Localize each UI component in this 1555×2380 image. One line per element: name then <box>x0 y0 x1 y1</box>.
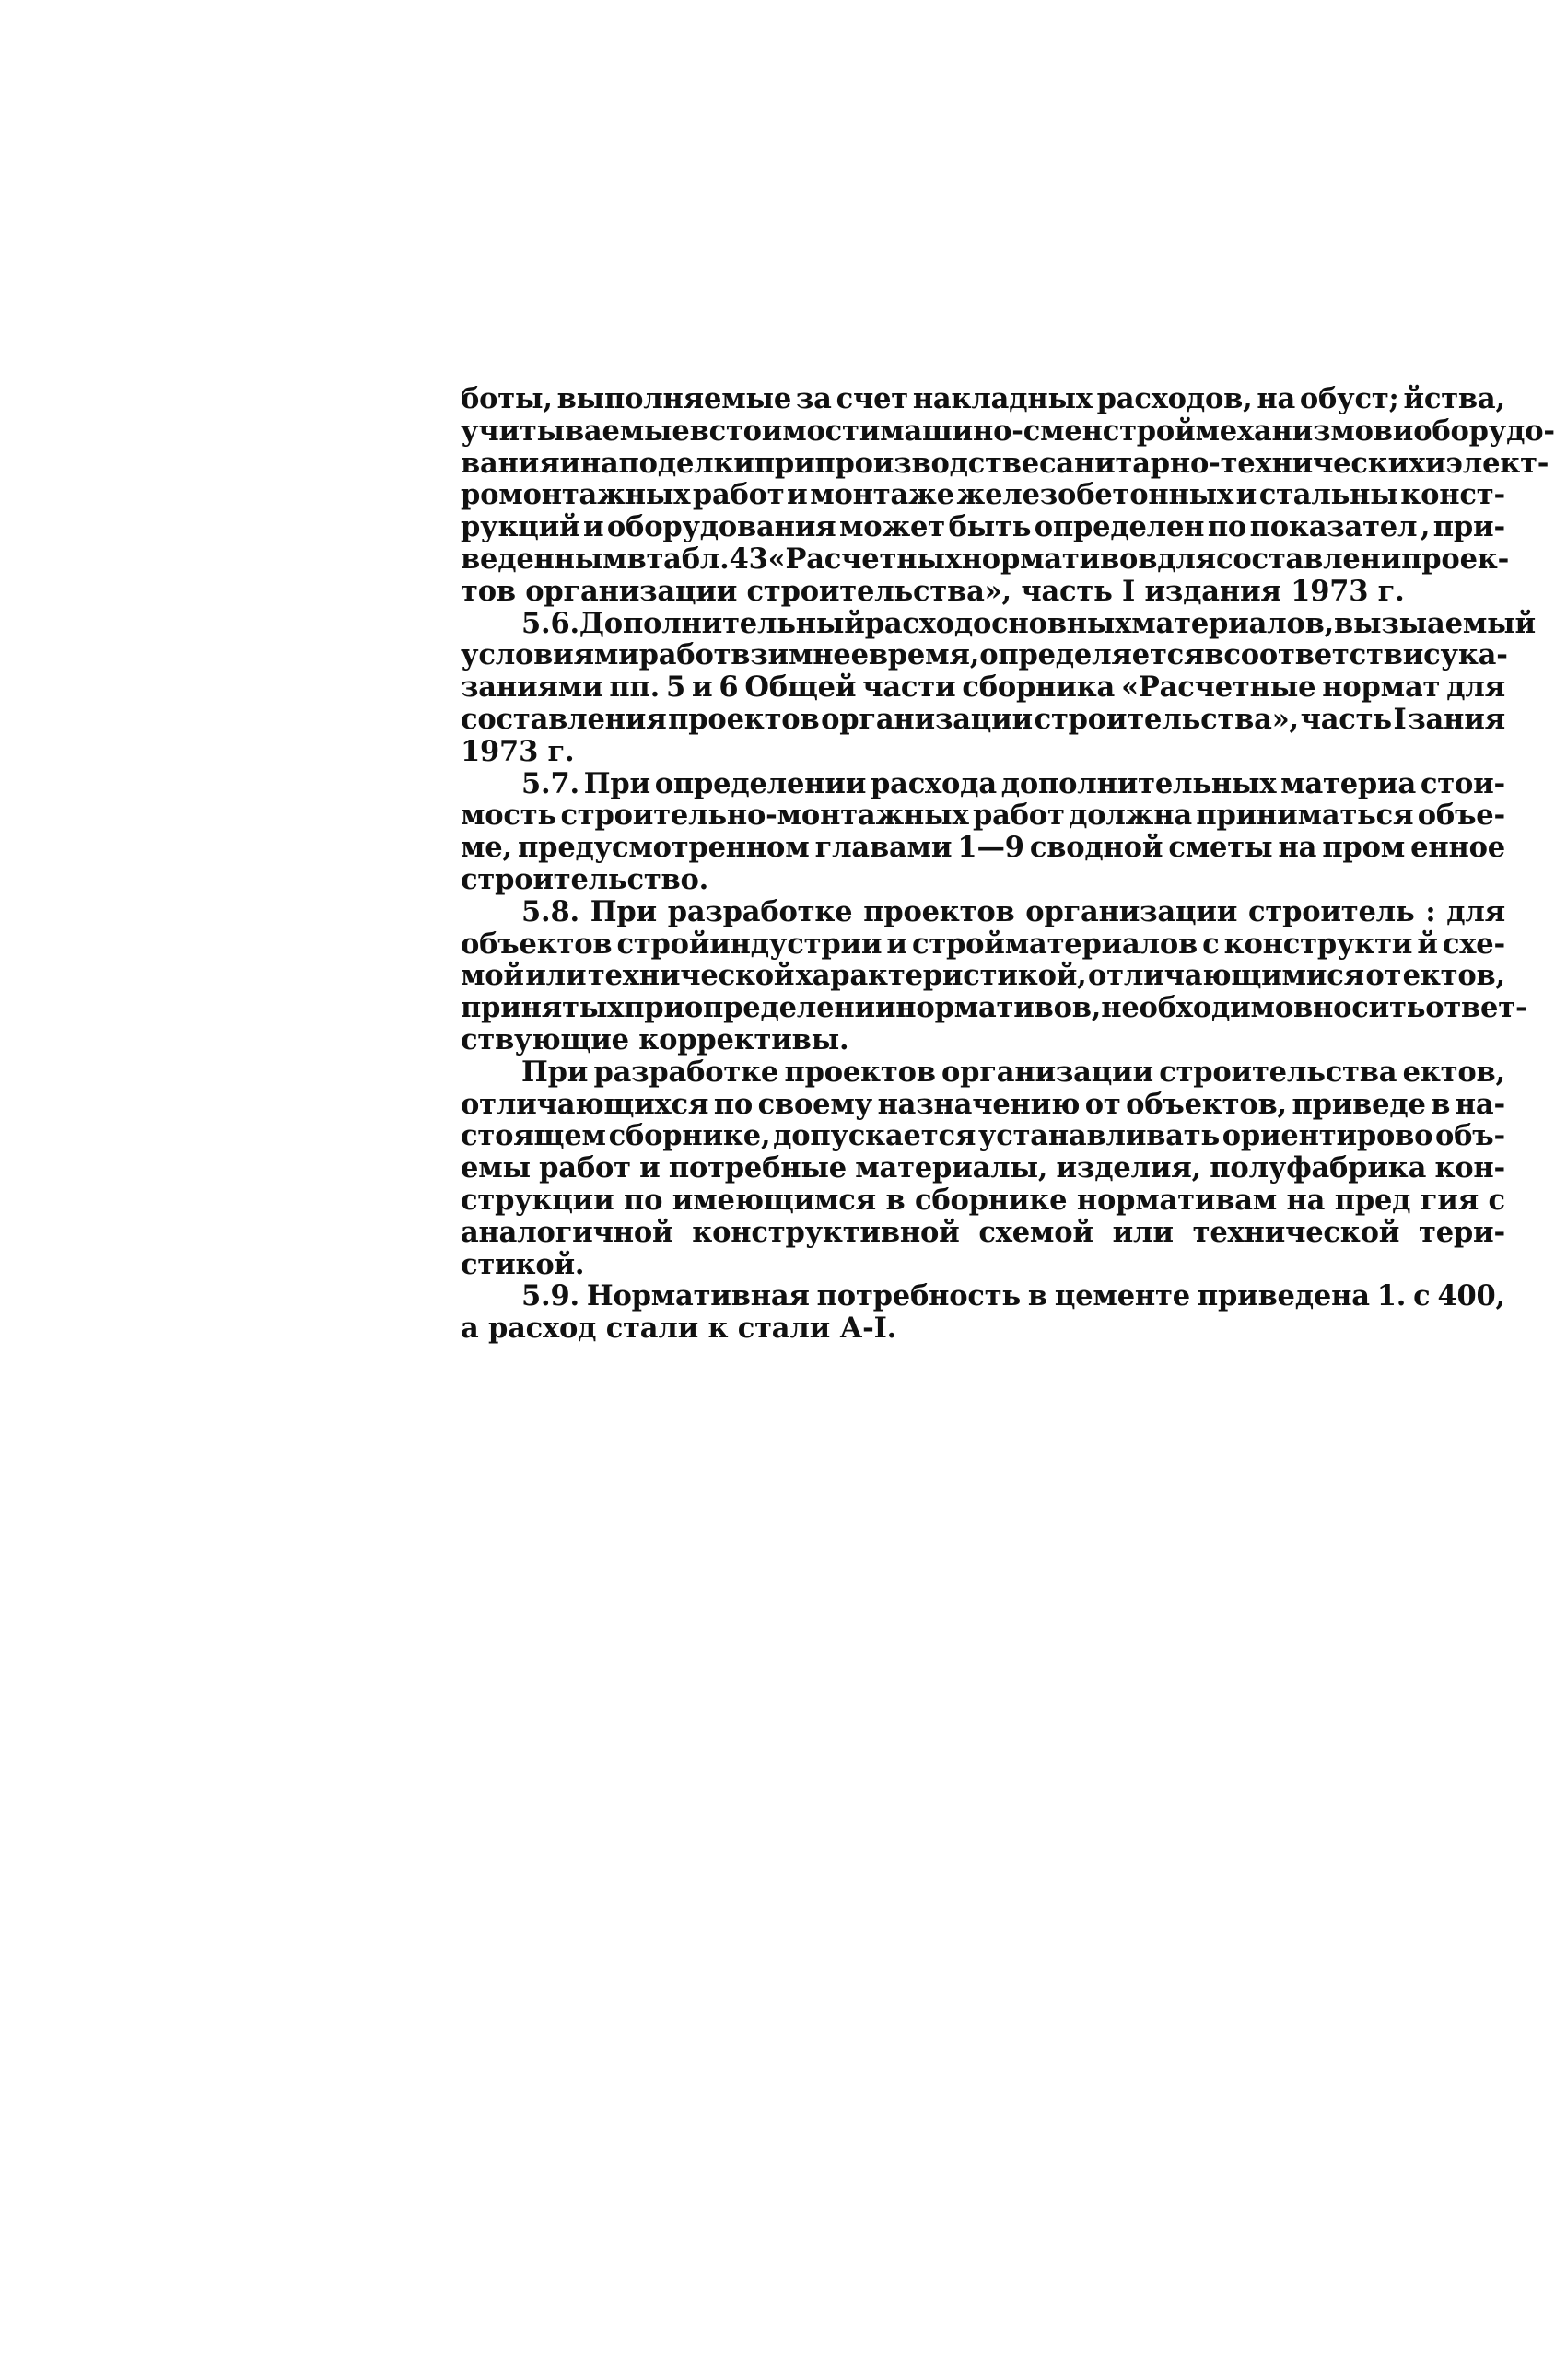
text-line: ме, предусмотренном главами 1—9 сводной сметы на пром енное <box>461 831 1505 865</box>
text-line: учитываемые в стоимости машино-смен строймеханизмов и оборудо- <box>461 414 1555 448</box>
paragraph-5-6-first-line: 5.6. Дополнительный расход основных материалов, вызы аемый <box>521 606 1536 640</box>
text-line: стоящем сборнике, допускается устанавливать ориентирово объ- <box>461 1119 1505 1153</box>
paragraph-5-7-first-line: 5.7. При определении расхода дополнительных материа стои- <box>521 766 1505 800</box>
text-line: условиями работ в зимнее время, определяется в соответстви с ука- <box>461 638 1508 672</box>
text-line: струкции по имеющимся в сборнике нормативам на пред гия с <box>461 1183 1505 1217</box>
text-line: вания и на поделки при производстве санитарно-технических и элект- <box>461 446 1549 480</box>
text-line: заниями пп. 5 и 6 Общей части сборника «Расчетные нормат для <box>461 671 1505 705</box>
text-line: составления проектов организации строительства», часть I зания <box>461 702 1505 736</box>
text-line: мость строительно-монтажных работ должна приниматься объе- <box>461 799 1505 833</box>
text-line: тов организации строительства», часть I издания 1973 г. <box>461 574 1405 608</box>
text-line: отличающихся по своему назначению от объектов, приведе в на- <box>461 1087 1505 1121</box>
text-line: 1973 г. <box>461 734 575 768</box>
text-line: объектов стройиндустрии и стройматериалов с конструкти й схе- <box>461 927 1505 961</box>
text-line: а расход стали к стали А-I. <box>461 1312 897 1346</box>
text-line: аналогичной конструктивной схемой или технической тери- <box>461 1215 1505 1249</box>
text-line: ромонтажных работ и монтаже железобетонных и стальны конст- <box>461 478 1505 512</box>
body-text <box>461 382 1555 1346</box>
text-line: принятых при определении нормативов, необходимо вносить ответ- <box>461 991 1527 1025</box>
text-line: боты, выполняемые за счет накладных расходов, на обуст; йства, <box>461 382 1505 415</box>
paragraph-5-8-first-line: 5.8. При разработке проектов организации строитель : для <box>521 894 1505 928</box>
paragraph-5-9-first-line: 5.9. Нормативная потребность в цементе приведена 1. с 400, <box>521 1279 1505 1313</box>
paragraph-5-8b-first-line: При разработке проектов организации строительства ектов, <box>521 1055 1505 1089</box>
text-line: строительство. <box>461 862 709 896</box>
text-line: ствующие коррективы. <box>461 1022 849 1056</box>
text-line: стикой. <box>461 1247 585 1281</box>
text-line: мой или технической характеристикой, отличающимися от ектов, <box>461 959 1505 993</box>
text-line: емы работ и потребные материалы, изделия, полуфабрика кон- <box>461 1151 1505 1185</box>
text-line: рукций и оборудования может быть определен по показател , при- <box>461 510 1505 544</box>
text-line: веденным в табл. 43 «Расчетных нормативов для составлени проек- <box>461 542 1510 576</box>
